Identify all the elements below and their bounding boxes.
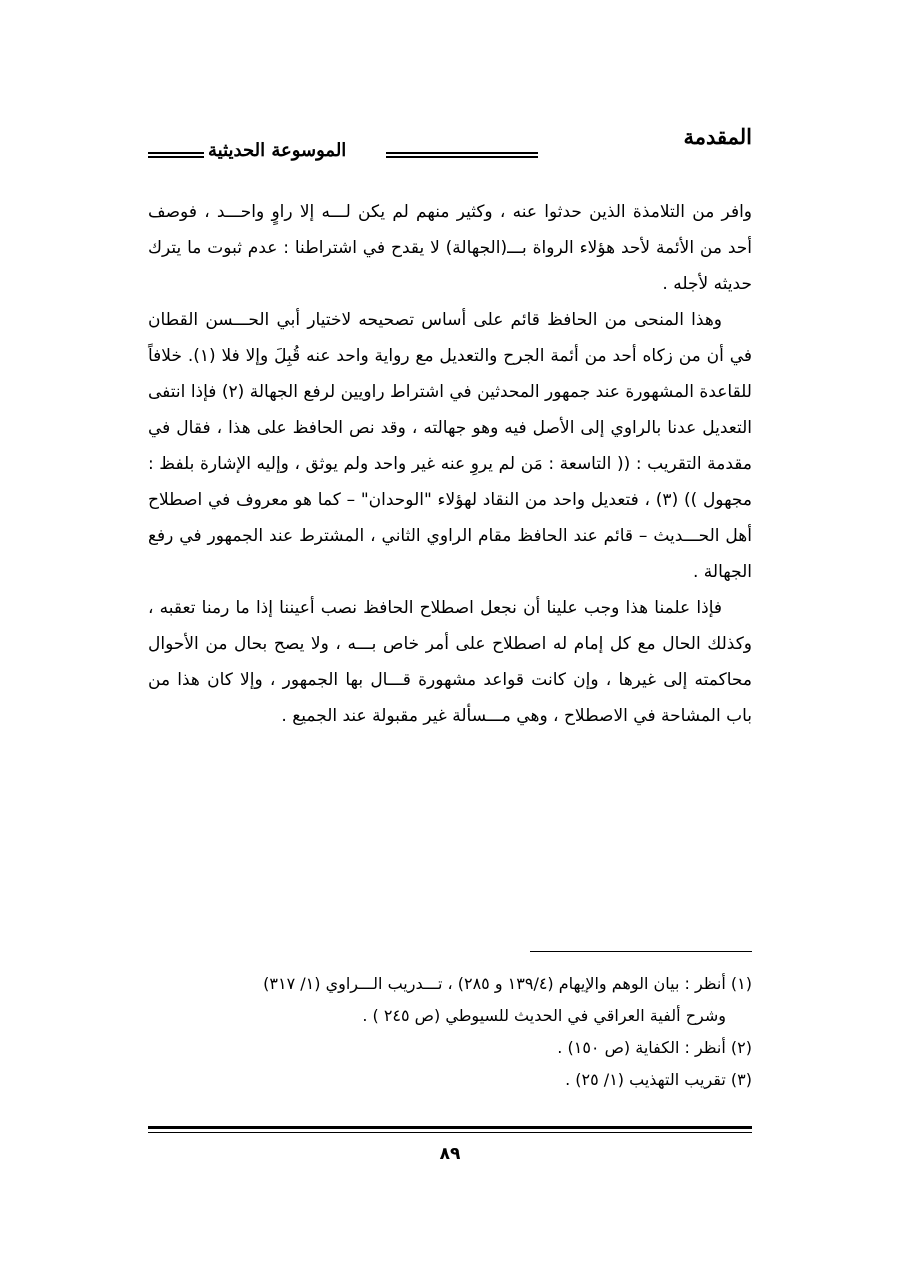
footnote-separator (530, 951, 752, 952)
bottom-rule (148, 1126, 752, 1133)
footnote-2: (٢) أنظر : الكفاية (ص ١٥٠) . (557, 1038, 752, 1057)
section-title: المقدمة (683, 124, 752, 149)
body-text (148, 194, 752, 734)
header-rule-right (386, 152, 538, 158)
running-title: الموسوعة الحديثية (208, 140, 347, 161)
footnote-1-continuation: وشرح ألفية العراقي في الحديث للسيوطي (ص ٢٤٥ ) . (362, 1006, 726, 1025)
paragraph-3: فإذا علمنا هذا وجب علينا أن نجعل اصطلاح الحافظ نصب أعيننا إذا ما رمنا تعقبه ، وكذلك الحال مع كل إمام له اصطلاح على أمر خاص بـــه ، ولا يصح بحال من الأحوال محاكمته إلى غيرها ، وإن كانت قواعد مشهورة قـــال بها الجمهور ، وإلا كان هذا من باب المشاحة في الاصطلاح ، وهي مـــسألة غير مقبولة عند الجميع . (148, 598, 752, 726)
page-number: ٨٩ (439, 1144, 461, 1164)
footnotes (148, 968, 752, 1096)
header-rule-left (148, 152, 204, 158)
page-header (148, 122, 752, 172)
paragraph-2: وهذا المنحى من الحافظ قائم على أساس تصحيحه لاختيار أبي الحـــسن القطان في أن من زكاه أحد من أئمة الجرح والتعديل مع رواية واحد عنه قُبِلَ وإلا فلا (١). خلافاً للقاعدة المشهورة عند جمهور المحدثين في اشتراط راويين لرفع الجهالة (٢) فإذا انتفى التعديل عدنا بالراوي إلى الأصل فيه وهو جهالته ، وقد نص الحافظ على هذا ، فقال في مقدمة التقريب : (( التاسعة : مَن لم يروِ عنه غير واحد ولم يوثق ، وإليه الإشارة بلفظ : مجهول )) (٣) ، فتعديل واحد من النقاد لهؤلاء "الوحدان" – كما هو معروف في اصطلاح أهل الحـــديث – قائم عند الحافظ مقام الراوي الثاني ، المشترط عند الجمهور في رفع الجهالة . (148, 310, 752, 582)
footnote-3: (٣) تقريب التهذيب (١/ ٢٥) . (565, 1070, 752, 1089)
paragraph-1: وافر من التلامذة الذين حدثوا عنه ، وكثير منهم لم يكن لـــه إلا راوٍ واحـــد ، فوصف أحد من الأئمة لأحد هؤلاء الرواة بـــ(الجهالة) لا يقدح في اشتراطنا : عدم ثبوت ما يترك حديثه لأجله . (148, 202, 752, 294)
footnote-1: (١) أنظر : بيان الوهم والإيهام (١٣٩/٤ و ٢٨٥) ، تـــدريب الـــراوي (١/ ٣١٧) (263, 974, 752, 993)
